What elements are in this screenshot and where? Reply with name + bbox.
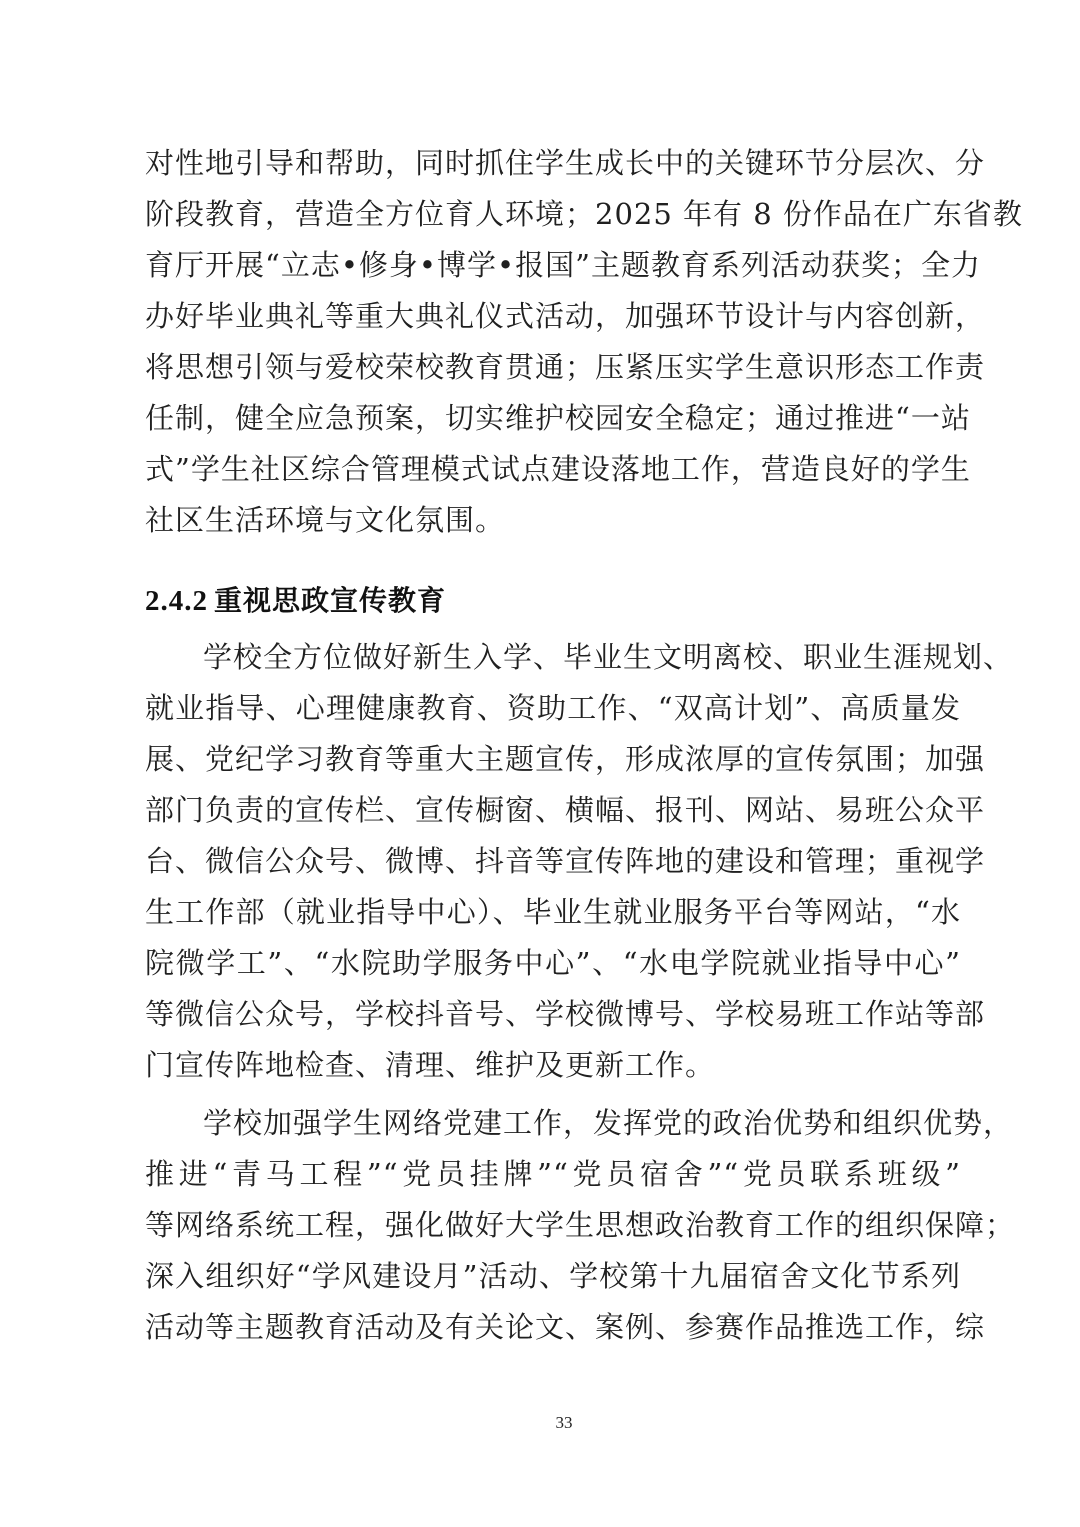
text-line: 展、党纪学习教育等重大主题宣传，形成浓厚的宣传氛围；加强	[145, 742, 986, 776]
text-line: 生工作部（就业指导中心）、毕业生就业服务平台等网站，“水	[145, 895, 961, 929]
text-line: 学校全方位做好新生入学、毕业生文明离校、职业生涯规划、	[203, 640, 1014, 674]
text-line: 育厅开展“立志•修身•博学•报国”主题教育系列活动获奖；全力	[145, 248, 981, 282]
text-line: 门宣传阵地检查、清理、维护及更新工作。	[145, 1048, 716, 1082]
text-line: 学校加强学生网络党建工作，发挥党的政治优势和组织优势，	[203, 1106, 1014, 1140]
text-line: 任制，健全应急预案，切实维护校园安全稳定；通过推进“一站	[145, 401, 971, 435]
text-line: 社区生活环境与文化氛围。	[145, 503, 506, 537]
text-line: 将思想引领与爱校荣校教育贯通；压紧压实学生意识形态工作责	[145, 350, 986, 384]
text-line: 部门负责的宣传栏、宣传橱窗、横幅、报刊、网站、易班公众平	[145, 793, 986, 827]
text-line: 式”学生社区综合管理模式试点建设落地工作，营造良好的学生	[145, 452, 971, 486]
text-line: 深入组织好“学风建设月”活动、学校第十九届宿舍文化节系列	[145, 1259, 961, 1293]
section-title: 重视思政宣传教育	[214, 584, 447, 617]
section-heading	[145, 580, 446, 622]
text-line: 台、微信公众号、微博、抖音等宣传阵地的建设和管理；重视学	[145, 844, 986, 878]
page-number: 33	[555, 1413, 573, 1432]
text-line: 就业指导、心理健康教育、资助工作、“双高计划”、高质量发	[145, 691, 961, 725]
text-line: 活动等主题教育活动及有关论文、案例、参赛作品推选工作，综	[145, 1310, 986, 1344]
text-line: 推进“青马工程”“党员挂牌”“党员宿舍”“党员联系班级”	[145, 1157, 961, 1191]
text-line: 等微信公众号，学校抖音号、学校微博号、学校易班工作站等部	[145, 997, 986, 1031]
section-number: 2.4.2	[145, 585, 208, 617]
text-line: 对性地引导和帮助，同时抓住学生成长中的关键环节分层次、分	[145, 146, 986, 180]
text-line: 阶段教育，营造全方位育人环境；2025 年有 8 份作品在广东省教	[145, 197, 1023, 231]
text-line: 等网络系统工程，强化做好大学生思想政治教育工作的组织保障；	[145, 1208, 1016, 1242]
text-line: 院微学工”、“水院助学服务中心”、“水电学院就业指导中心”	[145, 946, 961, 980]
text-line: 办好毕业典礼等重大典礼仪式活动，加强环节设计与内容创新，	[145, 299, 986, 333]
